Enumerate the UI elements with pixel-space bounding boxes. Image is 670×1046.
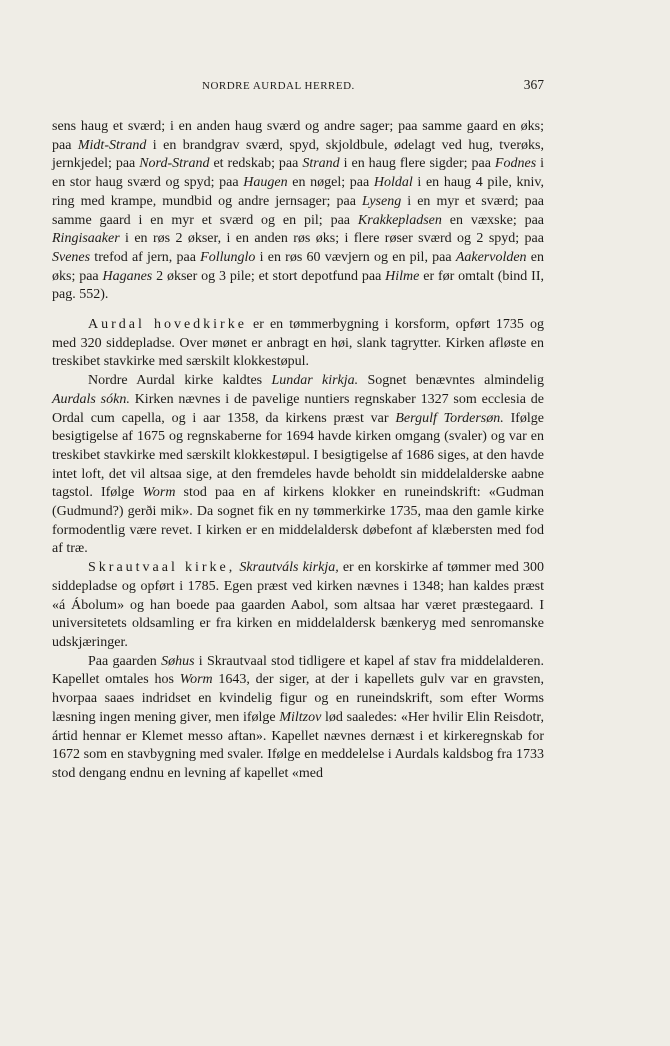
page-number: 367: [523, 77, 544, 92]
body-text: [52, 118, 544, 784]
paragraph-skrautvaal-kirke: Skrautvaal kirke, Skrautváls kirkja, er en korskirke af tømmer med 300 siddepladse og opført i 1785. Egen præst ved kirken nævnes i 1348; han kaldes præst «á Ábolum» og han boede paa gaarden Aabol, som altsaa har været præstegaard. I universitetets oldsamling er fra kirken en middelaldersk bænkeryg med senromanske udskjæringer.: [52, 560, 544, 650]
running-title: NORDRE AURDAL HERRED.: [202, 80, 355, 92]
paragraph-nordre-aurdal-kirke: Nordre Aurdal kirke kaldtes Lundar kirkja. Sognet benævntes almindelig Aurdals sókn. Kirken nævnes i de pavelige nuntiers regnskaber 1327 som ecclesia de Ordal cum capella, og i aar 1358, da kirkens præst var Bergulf Tordersøn. Ifølge besigtigelse af 1675 og regnskaberne for 1694 havde kirken omgang (svaler) og var en treskibet stavkirke med særskilt klokkestøpul. I besigtigelse af 1686 siges, at den havde intet loft, det vil altsaa sige, at den fremdeles havde beholdt sin middelalderske aabne tagstol. Ifølge Worm stod paa en af kirkens klokker en runeindskrift: «Gudman (Gudmund?) gerði mik». Da sognet fik en ny tømmerkirke 1735, maa den gamle kirke formodentlig være revet. I kirken er en middelaldersk døbefont af klæbersten med fod af træ.: [52, 373, 544, 557]
paragraph-aurdal-hovedkirke: Aurdal hovedkirke er en tømmerbygning i korsform, opført 1735 og med 320 siddepladse. Over mønet er anbragt en høi, slank tagrytter. Kirken afløste en treskibet stavkirke med særskilt klokkestøpul.: [52, 317, 545, 370]
paragraph-finds: sens haug et sværd; i en anden haug sværd og andre sager; paa samme gaard en øks; paa Midt-Strand i en brandgrav sværd, spyd, skjoldbule, ødelagt ved hug, tverøks, jernkjedel; paa Nord-Strand et redskab; paa Strand i en haug flere sigder; paa Fodnes i en stor haug sværd og spyd; paa Haugen en nøgel; paa Holdal i en haug 4 pile, kniv, ring med krampe, mundbid og andre jernsager; paa Lyseng i en myr et sværd; paa samme gaard i en myr et sværd og en pil; paa Krakkepladsen en væxske; paa Ringisaaker i en røs 2 økser, i en anden røs øks; i flere røser sværd og 2 spyd; paa Svenes trefod af jern, paa Follunglo i en røs 60 vævjern og en pil, paa Aakervolden en øks; paa Haganes 2 økser og 3 pile; et stort depotfund paa Hilme er før omtalt (bind II, pag. 552).: [52, 119, 545, 303]
paragraph-sohus-kapel: Paa gaarden Søhus i Skrautvaal stod tidligere et kapel af stav fra middelalderen. Kapellet omtales hos Worm 1643, der siger, at der i kapellets gulv var en gravsten, hvorpaa saaes indridset en kvindelig figur og en runeindskrift, som efter Worms læsning ingen mening giver, men ifølge Miltzov lød saaledes: «Her hvilir Elin Reisdotr, ártid hennar er Klemet messo aftan». Kapellet nævnes dernæst i et kirkeregnskab for 1672 som en stavbygning med svaler. Ifølge en meddelelse i Aurdals kaldsbog fra 1733 stod dengang endnu en levning af kapellet «med: [52, 653, 544, 781]
paragraph-gap: [52, 305, 544, 316]
